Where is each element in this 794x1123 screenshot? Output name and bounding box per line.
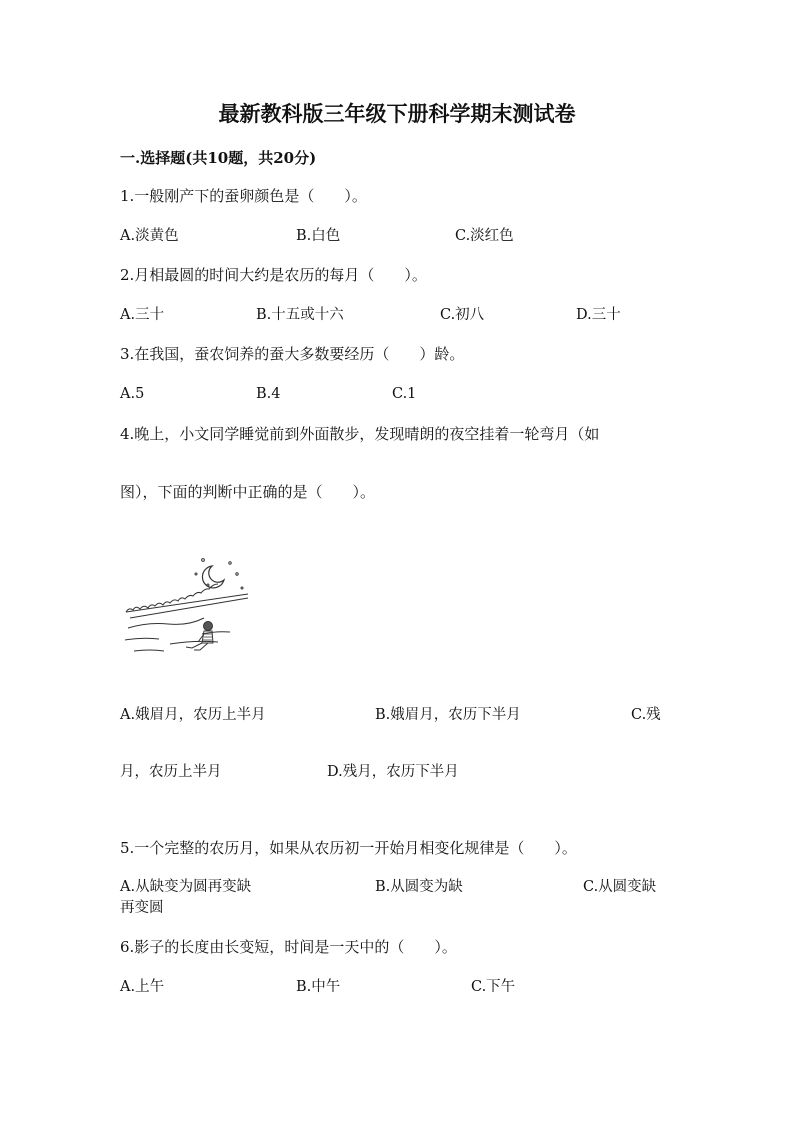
question-4-option-d[interactable]: D.残月，农历下半月 — [327, 764, 459, 780]
question-4-option-c-end[interactable]: 月，农历上半月 — [120, 764, 222, 780]
question-6-option-b[interactable]: B.中午 — [296, 979, 341, 995]
question-3-stem: 3.在我国，蚕农饲养的蚕大多数要经历（ ）龄。 — [120, 345, 465, 363]
question-2-option-d[interactable]: D.三十 — [576, 307, 621, 323]
question-5-option-a[interactable]: A.从缺变为圆再变缺 — [120, 879, 252, 895]
question-4-option-a[interactable]: A.娥眉月，农历上半月 — [120, 707, 266, 723]
question-6-option-c[interactable]: C.下午 — [471, 979, 516, 995]
question-4-stem-line-1: 4.晚上，小文同学睡觉前到外面散步，发现晴朗的夜空挂着一轮弯月（如 — [120, 425, 600, 443]
question-2-stem: 2.月相最圆的时间大约是农历的每月（ ）。 — [120, 266, 427, 284]
question-3-option-b[interactable]: B.4 — [256, 386, 281, 402]
question-4-option-b[interactable]: B.娥眉月，农历下半月 — [375, 707, 521, 723]
question-6-stem: 6.影子的长度由长变短，时间是一天中的（ ）。 — [120, 938, 457, 956]
question-1-option-a[interactable]: A.淡黄色 — [120, 228, 179, 244]
question-5-option-b[interactable]: B.从圆变为缺 — [375, 879, 463, 895]
question-1-option-b[interactable]: B.白色 — [296, 228, 341, 244]
question-1-option-c[interactable]: C.淡红色 — [455, 228, 514, 244]
question-5-option-c-end[interactable]: 再变圆 — [120, 900, 164, 916]
section-heading: 一.选择题(共10题，共20分) — [120, 149, 317, 167]
question-4-option-c-start[interactable]: C.残 — [631, 707, 661, 723]
question-3-option-c[interactable]: C.1 — [392, 386, 417, 402]
question-5-stem: 5.一个完整的农历月，如果从农历初一开始月相变化规律是（ ）。 — [120, 839, 577, 857]
question-5-option-c-start[interactable]: C.从圆变缺 — [583, 879, 657, 895]
page-title: 最新教科版三年级下册科学期末测试卷 — [218, 101, 576, 126]
crescent-moon-night-illustration — [120, 554, 255, 659]
question-1-stem: 1.一般刚产下的蚕卵颜色是（ ）。 — [120, 187, 367, 205]
question-2-option-a[interactable]: A.三十 — [120, 307, 165, 323]
question-2-option-b[interactable]: B.十五或十六 — [256, 307, 344, 323]
question-4-stem-line-2: 图），下面的判断中正确的是（ ）。 — [120, 483, 376, 501]
question-2-option-c[interactable]: C.初八 — [440, 307, 485, 323]
question-3-option-a[interactable]: A.5 — [120, 386, 145, 402]
question-6-option-a[interactable]: A.上午 — [120, 979, 165, 995]
